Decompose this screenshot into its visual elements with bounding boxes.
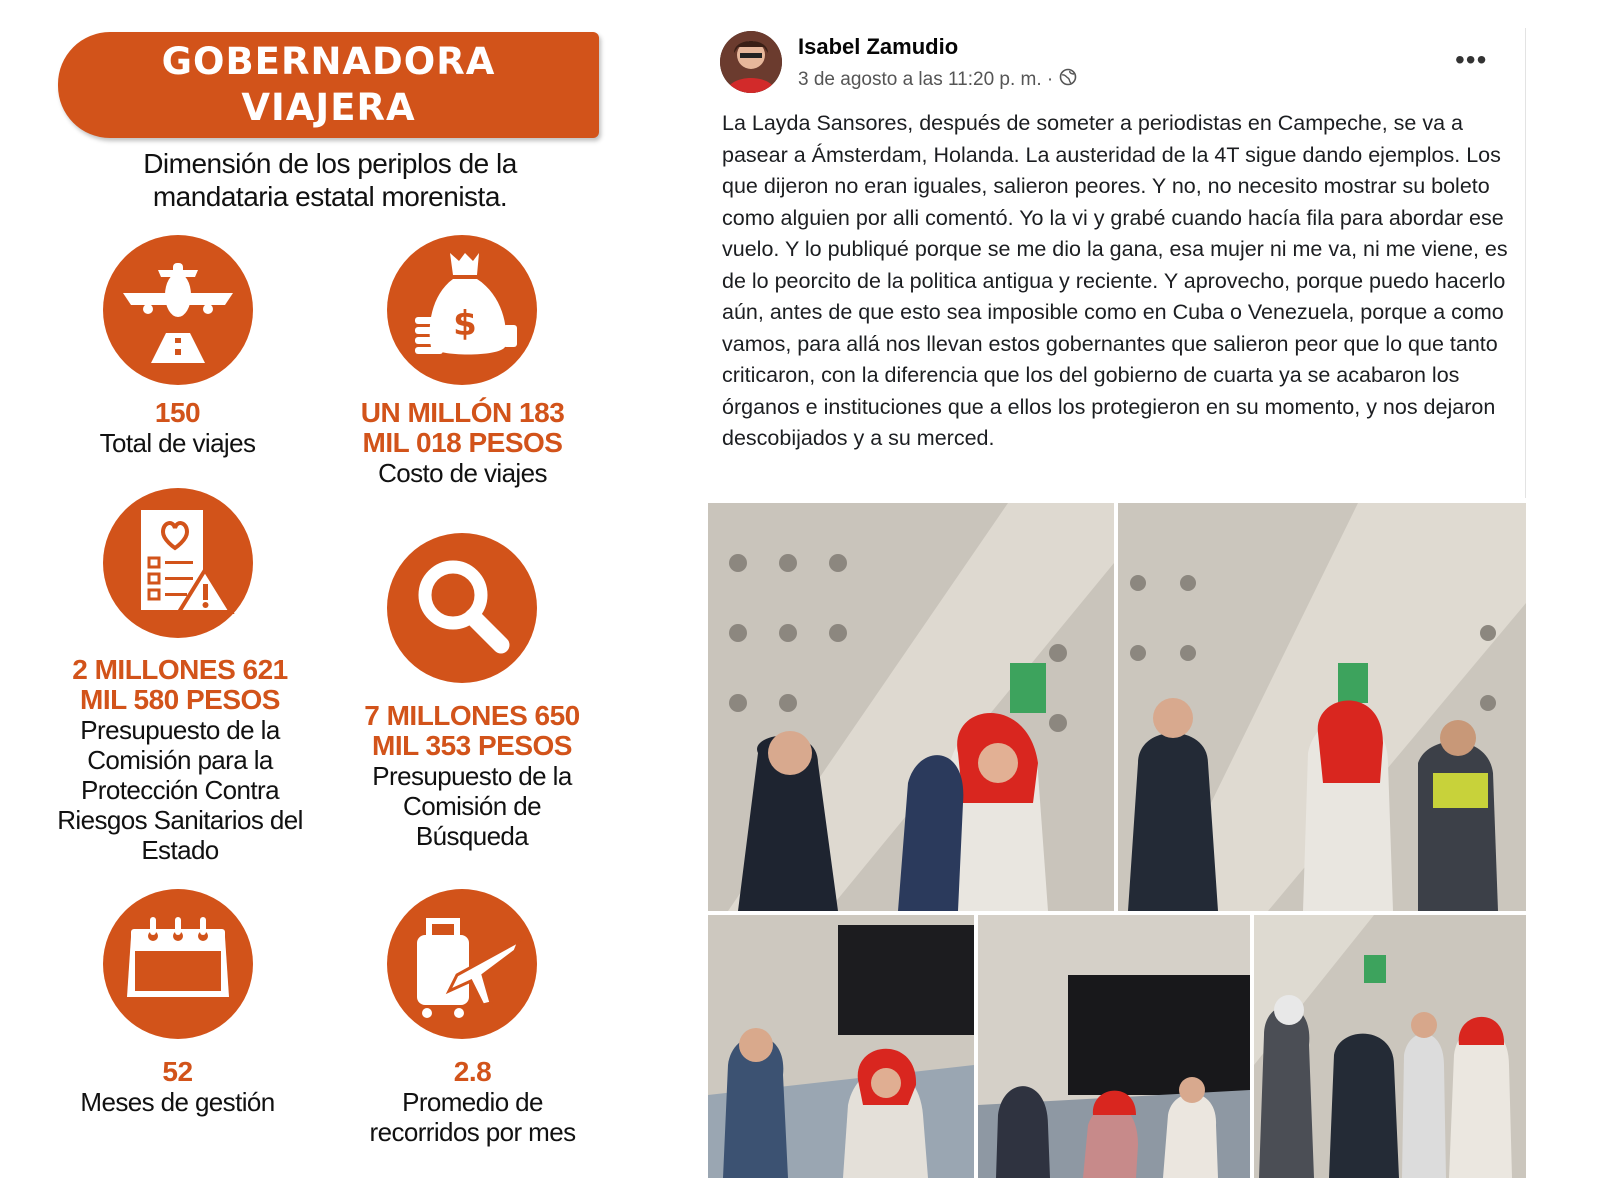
post-photo[interactable] bbox=[1254, 915, 1526, 1178]
stat-label: Promedio de recorridos por mes bbox=[369, 1087, 576, 1147]
airplane-runway-icon bbox=[103, 235, 253, 385]
stat-value: 52 bbox=[162, 1056, 193, 1087]
stat-presupuesto-busqueda bbox=[352, 701, 592, 851]
stat-value: UN MILLÓN 183 MIL 018 PESOS bbox=[360, 397, 565, 458]
stat-value: 150 bbox=[154, 397, 201, 428]
stat-value: 7 MILLONES 650 MIL 353 PESOS bbox=[364, 700, 580, 761]
stat-label: Presupuesto de la Comisión de Búsqueda bbox=[372, 761, 572, 851]
post-meta bbox=[798, 68, 1077, 92]
svg-text:$: $ bbox=[453, 304, 477, 344]
infographic-title-banner bbox=[58, 32, 599, 138]
post-photo[interactable] bbox=[708, 503, 1114, 911]
stat-total-viajes bbox=[60, 398, 295, 458]
infographic-subtitle: Dimensión de los periplos de la mandataria estatal morenista. bbox=[143, 148, 517, 212]
stat-label: Costo de viajes bbox=[378, 458, 547, 488]
post-body-text: La Layda Sansores, después de someter a periodistas en Campeche, se va a pasear a Ámsterdam, Holanda. La austeridad de la 4T sigue dando ejemplos. Los que dijeron no eran iguales, salieron peores. Y no, no necesito mostrar su boleto como alguien por alli comentó. Yo la vi y grabé cuando hacía fila para abordar ese vuelo. Y lo publiqué porque se me dio la gana, esa mujer ni me va, ni me viene, es de lo peorcito de la politica antigua y reciente. Y aprovecho, porque puedo hacerlo aún, antes de que esto sea imposible como en Cuba o Venezuela, porque a como vamos, para allá nos llevan estos gobernantes que salieron peor que lo que tanto criticaron, con la diferencia que los del gobierno de cuarta ya se acabaron los órganos e instituciones que a ellos los protegieron en su momento, y nos dejaron descobijados y a su merced. bbox=[722, 111, 1508, 450]
post-timestamp[interactable]: 3 de agosto a las 11:20 p. m. · bbox=[798, 69, 1054, 90]
stat-label: Total de viajes bbox=[99, 428, 256, 458]
luggage-plane-icon bbox=[387, 889, 537, 1039]
stat-costo-viajes bbox=[350, 398, 575, 488]
calendar-icon bbox=[103, 889, 253, 1039]
magnifying-glass-icon bbox=[387, 533, 537, 683]
post-author[interactable]: Isabel Zamudio bbox=[798, 34, 959, 59]
post-photo[interactable] bbox=[1118, 503, 1526, 911]
money-bag-icon bbox=[387, 235, 537, 385]
stat-value: 2.8 bbox=[453, 1056, 492, 1087]
post-photo[interactable] bbox=[978, 915, 1250, 1178]
more-options-button[interactable]: ••• bbox=[1455, 44, 1488, 75]
stat-value: 2 MILLONES 621 MIL 580 PESOS bbox=[72, 654, 288, 715]
post-photo[interactable] bbox=[708, 915, 974, 1178]
stat-presupuesto-coprisc bbox=[55, 655, 305, 865]
post-divider bbox=[1525, 28, 1526, 498]
stat-label: Meses de gestión bbox=[80, 1087, 275, 1117]
stat-promedio-recorridos bbox=[355, 1057, 590, 1147]
stat-meses-gestion bbox=[60, 1057, 295, 1117]
infographic-title: GOBERNADORA VIAJERA bbox=[161, 40, 496, 129]
health-report-warning-icon bbox=[103, 488, 253, 638]
globe-icon bbox=[1059, 68, 1077, 92]
avatar[interactable] bbox=[720, 31, 782, 93]
stat-label: Presupuesto de la Comisión para la Protección Contra Riesgos Sanitarios del Estado bbox=[57, 715, 303, 865]
